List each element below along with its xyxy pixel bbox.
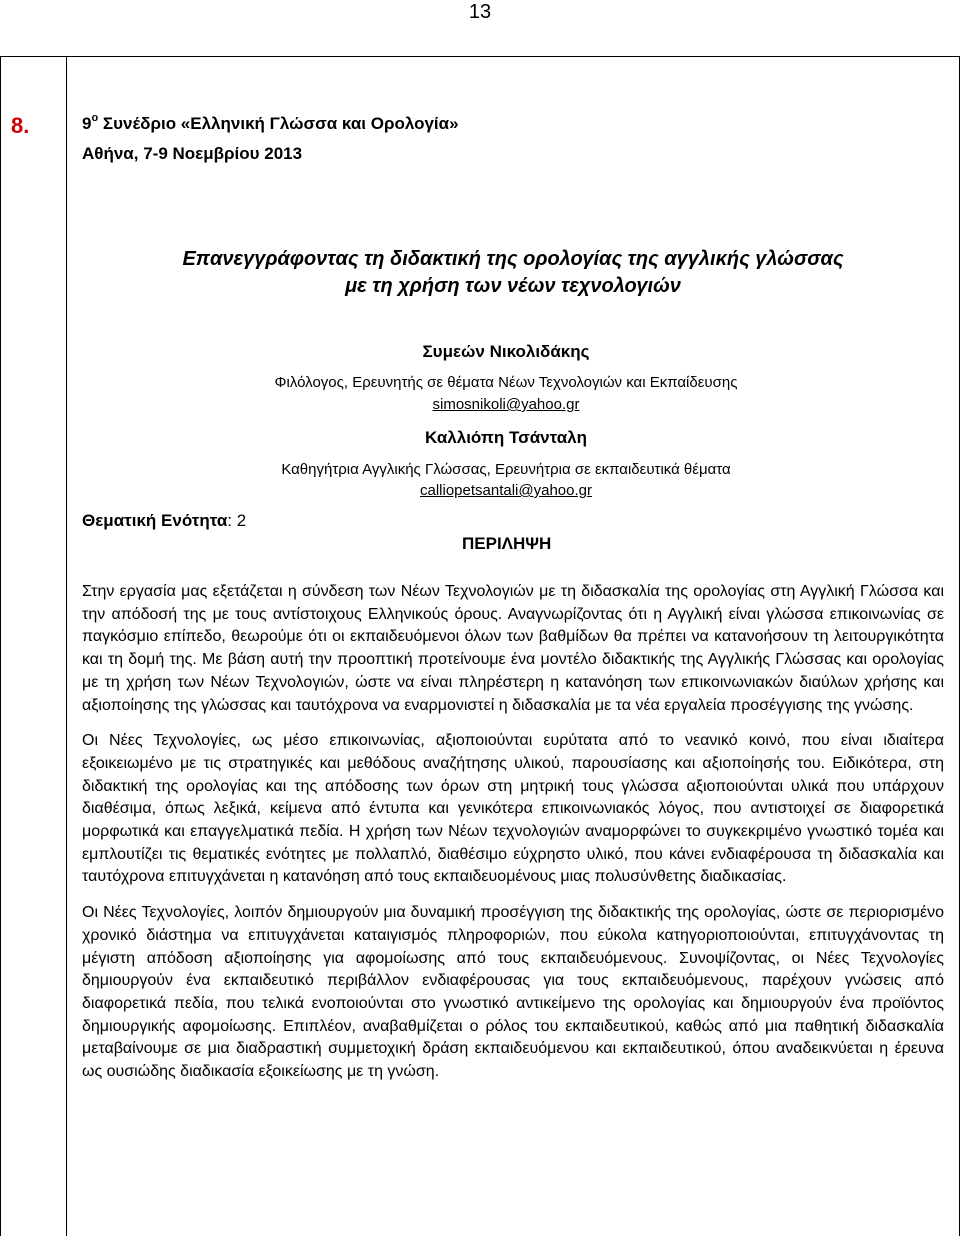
conference-edition: 9 [82,114,92,133]
author-email-link[interactable]: calliopetsantali@yahoo.gr [420,482,592,499]
conference-venue-date: Αθήνα, 7-9 Νοεμβρίου 2013 [82,144,303,163]
paper-title-line-1: Επανεγγράφοντας τη διδακτική της ορολογίας της αγγλικής γλώσσας [182,248,844,270]
author-name: Συμεών Νικολιδάκης [422,342,590,361]
abstract-paragraph: Οι Νέες Τεχνολογίες, λοιπόν δημιουργούν μια δυναμική προσέγγιση της διδακτικής της ορολογίας, ώστε σε περιορισμένο χρονικό διάστημα να επιτυγχάνεται καταιγισμός πληροφοριών, που εύκολα κατηγοριοποιούνται, επιτυγχάνοντας τη μέγιστη απόδοση αξιοποίησης για αφομοίωσης από τους εκπαιδευόμενους. Συνοψίζοντας, οι Νέες Τεχνολογίες δημιουργούν ένα εκπαιδευτικό περιβάλλον ενδιαφέρουσας για τους εκπαιδευόμενους, παρέχουν γνώσεις από διαφορετικά πεδία, που τελικά ενοποιούνται στο γνωστικό αντικείμενο της ορολογίας και δημιουργούν ένα προϊόντος δημιουργικής αφομοίωσης. Επιπλέον, αναβαθμίζεται ο ρόλος του εκπαιδευτικού, καθώς από μια παθητική διδασκαλία μεταβαίνουμε σε μια διαδραστική συμμετοχική δράση εκπαιδευόμενου και εκπαιδευτικού, όπου αναδεικνύεται η έρευνα ως ουσιώδης διαδικασία εξοικείωσης με τη γνώση. [82,904,944,1081]
abstract-heading: ΠΕΡΙΛΗΨΗ [462,534,552,553]
thematic-unit [82,511,246,531]
table-border-left [0,56,1,1236]
paper-title-line-2: με τη χρήση των νέων τεχνολογιών [345,275,681,297]
thematic-unit-label: Θεματική Ενότητα [82,511,228,530]
abstract-paragraph: Στην εργασία μας εξετάζεται η σύνδεση των Νέων Τεχνολογιών με τη διδασκαλία της ορολογίας στη Αγγλική Γλώσσα και την απόδοσή της με τους αντίστοιχους Ελληνικούς όρους. Αναγνωρίζοντας ότι η Αγγλική είναι γλώσσα επικοινωνίας σε παγκόσμιο επίπεδο, θεωρούμε ότι οι εκπαιδευόμενοι όλων των βαθμίδων θα πρέπει να κατανοήσουν τη λειτουργικότητα και τη δομή της. Με βάση αυτή την προοπτική προτείνουμε ένα μοντέλο διδακτικής της Αγγλικής Γλώσσας και ορολογίας με τη χρήση των Νέων Τεχνολογιών, ώστε να είναι πληρέστερη η κατανόηση των επικοινωνιακών διαύλων χρήσης και αξιοποίησης της γλώσσας και ταυτόχρονα να εναρμονιστεί η διδασκαλία με τα νέα εργαλεία προσέγγισης της γνώσης. [82,583,944,714]
author-affiliation: Φιλόλογος, Ερευνητής σε θέματα Νέων Τεχνολογιών και Εκπαίδευσης [274,374,738,391]
abstract-paragraph: Οι Νέες Τεχνολογίες, ως μέσο επικοινωνίας, αξιοποιούνται ευρύτατα από το νεανικό κοινό, που είναι ιδιαίτερα εξοικειωμένο με τις στρατηγικές και μεθόδους αναζήτησης υλικού, παρουσίασης και αξιοποίησής του. Ειδικότερα, στη διδακτική της ορολογίας και της απόδοσης των όρων στη μητρική τους γλώσσα αξιοποιούνται υλικά που υπάρχουν διαθέσιμα, όπως λεξικά, κείμενα από έντυπα και γενικότερα επικοινωνιακός λόγος, που αντιστοιχεί σε διαφορετικά μορφωτικά και επαγγελματικά πεδία. Η χρήση των Νέων τεχνολογιών αναμορφώνει το συγκεκριμένο γνωστικό τομέα και εμπλουτίζει τις θεματικές ενότητες με πολλαπλό, διαθέσιμο εύχρηστο υλικό, που κάνει ενδιαφέρουσα τη διδασκαλία και ταυτόχρονα επιτυγχάνεται η κατανόηση από τους εκπαιδευομένους μιας πολυσύνθετης διαδικασίας. [82,732,944,886]
abstract-body [82,581,944,1097]
conference-title: Συνέδριο «Ελληνική Γλώσσα και Ορολογία» [98,114,459,133]
conference-edition-suffix: ο [91,112,99,124]
author-name: Καλλιόπη Τσάνταλη [424,428,588,447]
thematic-unit-value: : 2 [227,511,247,530]
author-email-link[interactable]: simosnikoli@yahoo.gr [432,396,580,413]
table-border-top [0,56,960,57]
page-number: 13 [468,1,492,23]
section-number: 8. [11,113,30,138]
author-affiliation: Καθηγήτρια Αγγλικής Γλώσσας, Ερευνήτρια σε εκπαιδευτικά θέματα [281,461,731,478]
table-column-divider [66,56,67,1236]
conference-name [82,114,459,134]
